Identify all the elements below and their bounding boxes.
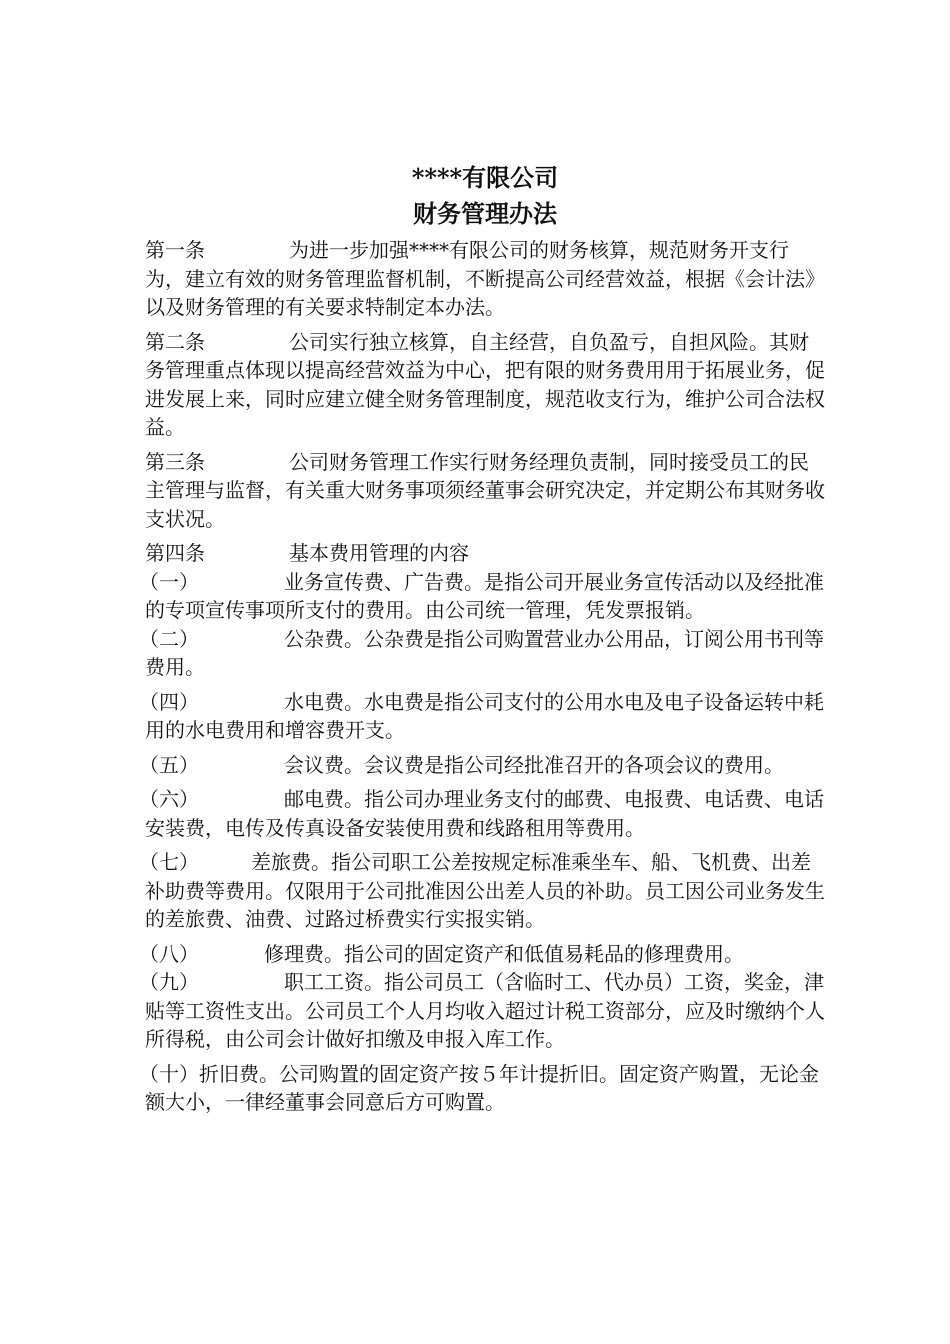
document-subtitle: 财务管理办法: [413, 199, 557, 228]
article-4: [145, 539, 825, 568]
item-text: 水电费。水电费是指公司支付的公用水电及电子设备运转中耗用的水电费用和增容费开支。: [145, 689, 824, 742]
item-text: 邮电费。指公司办理业务支付的邮费、电报费、电话费、电话安装费，电传及传真设备安装使用费和线路租用等费用。: [145, 787, 824, 840]
article-label: 第一条: [145, 238, 205, 262]
article-text: 为进一步加强****有限公司的财务核算，规范财务开支行为，建立有效的财务管理监督机制，不断提高公司经营效益，根据《会计法》以及财务管理的有关要求特制定本办法。: [145, 238, 825, 319]
item-6: [139, 785, 825, 842]
item-5: [139, 751, 825, 780]
item-8: [139, 940, 825, 969]
article-text: 公司实行独立核算，自主经营，自负盈亏，自担风险。其财务管理重点体现以提高经营效益为中心，把有限的财务费用用于拓展业务，促进发展上来，同时应建立健全财务管理制度，规范收支行为，维护公司合法权益。: [145, 329, 825, 439]
item-text: 修理费。指公司的固定资产和低值易耗品的修理费用。: [264, 941, 744, 966]
document-title: ****有限公司: [411, 163, 559, 192]
item-label: （五）: [139, 752, 199, 777]
article-text: 基本费用管理的内容: [289, 541, 469, 565]
item-10: [139, 1060, 825, 1117]
item-9: [139, 968, 825, 1054]
document-page: [139, 160, 825, 1123]
item-7: [139, 848, 825, 934]
item-text: 会议费。会议费是指公司经批准召开的各项会议的费用。: [284, 752, 784, 777]
item-text: 公杂费。公杂费是指公司购置营业办公用品，订阅公用书刊等费用。: [145, 626, 824, 679]
item-label: （一）: [139, 569, 199, 594]
item-1: [139, 568, 825, 625]
item-text: 差旅费。指公司职工公差按规定标准乘坐车、船、飞机费、出差补助费等费用。仅限用于公司批准因公出差人员的补助。员工因公司业务发生的差旅费、油费、过路过桥费实行实报实销。: [145, 850, 825, 931]
article-label: 第四条: [145, 541, 205, 565]
item-label: （七）: [139, 850, 199, 874]
item-label: （九）: [139, 970, 199, 994]
article-label: 第三条: [145, 449, 205, 474]
item-text: 业务宣传费、广告费。是指公司开展业务宣传活动以及经批准的专项宣传事项所支付的费用。由公司统一管理，凭发票报销。: [145, 569, 824, 622]
item-text: 职工工资。指公司员工（含临时工、代办员）工资，奖金，津贴等工资性支出。公司员工个人月均收入超过计税工资部分，应及时缴纳个人所得税，由公司会计做好扣缴及申报入库工作。: [145, 970, 825, 1051]
item-text: 折旧费。公司购置的固定资产按５年计提折旧。固定资产购置，无论金额大小，一律经董事会同意后方可购置。: [145, 1061, 819, 1114]
item-label: （十）: [139, 1061, 199, 1086]
item-label: （四）: [139, 689, 199, 714]
article-text: 公司财务管理工作实行财务经理负责制，同时接受员工的民主管理与监督，有关重大财务事项须经董事会研究决定，并定期公布其财务收支状况。: [145, 449, 825, 531]
item-2: [139, 625, 825, 682]
item-label: （六）: [139, 787, 199, 811]
item-label: （八）: [139, 941, 199, 966]
article-1: [145, 236, 825, 322]
item-label: （二）: [139, 626, 199, 651]
article-2: [145, 328, 825, 442]
article-label: 第二条: [145, 329, 205, 354]
item-4: [139, 688, 825, 745]
article-3: [145, 448, 825, 534]
